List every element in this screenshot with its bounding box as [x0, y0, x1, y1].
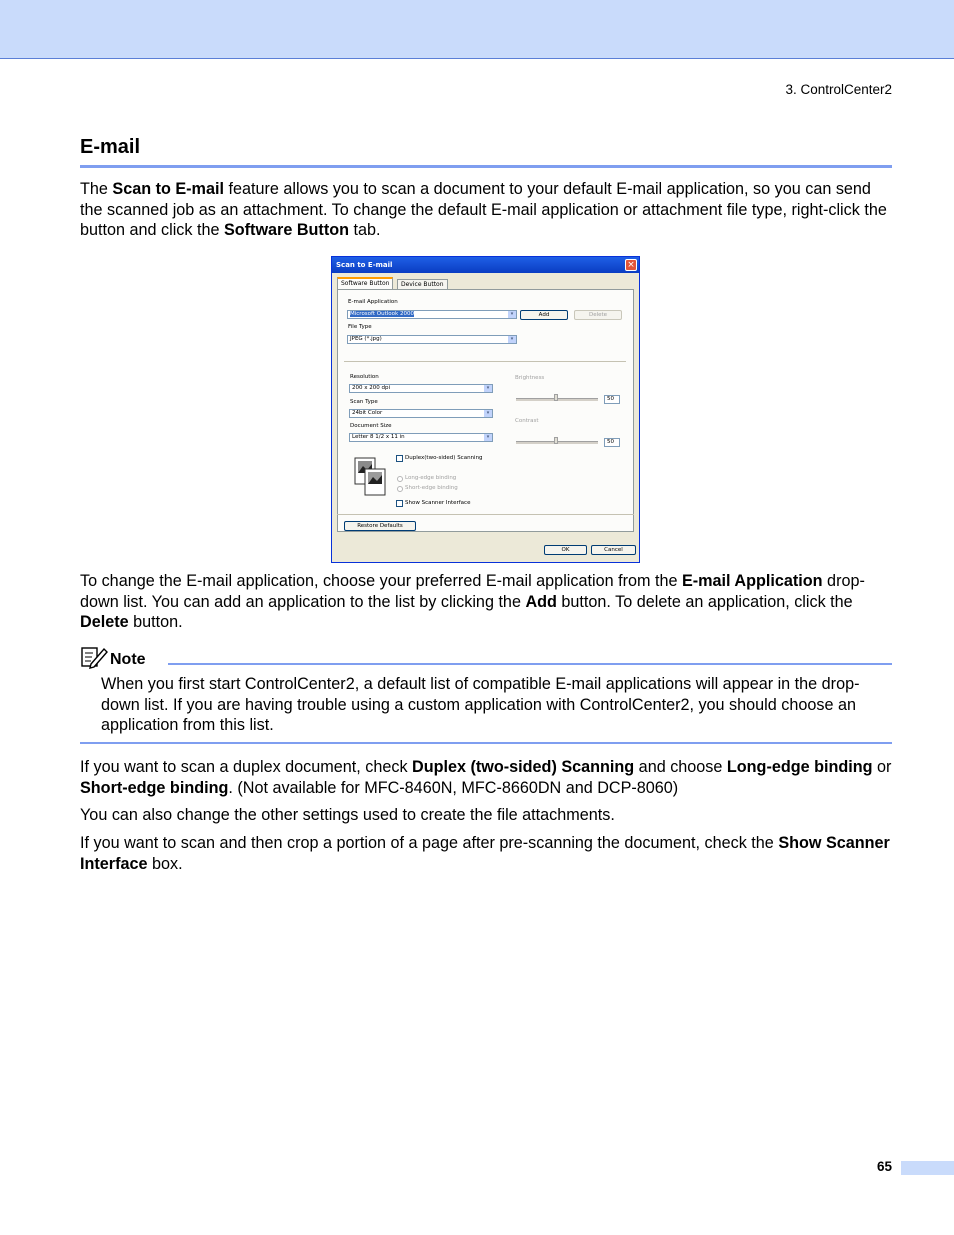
document-size-value: Letter 8 1/2 x 11 in: [352, 434, 405, 440]
document-size-select[interactable]: [349, 433, 493, 442]
email-app-label: E-mail Application: [348, 299, 398, 305]
show-scanner-label: Show Scanner Interface: [405, 500, 471, 506]
ok-button[interactable]: OK: [544, 545, 587, 555]
duplex-checkbox[interactable]: [396, 455, 403, 462]
tab-device-button[interactable]: Device Button: [397, 279, 448, 290]
note-text: When you first start ControlCenter2, a default list of compatible E-mail applications will appear in the drop-down list. If you are having trouble using a custom application with ControlCenter2, you should choose an application from this list.: [101, 675, 860, 735]
divider: [344, 361, 626, 362]
page-number-band: [901, 1161, 954, 1175]
resolution-select[interactable]: [349, 384, 493, 393]
show-scanner-checkbox[interactable]: [396, 500, 403, 507]
short-edge-radio[interactable]: [397, 486, 403, 492]
delete-button[interactable]: Delete: [574, 310, 622, 320]
close-icon[interactable]: ×: [625, 259, 637, 271]
note-pencil-icon: [80, 645, 108, 669]
other-settings-paragraph: You can also change the other settings used to create the file attachments.: [80, 806, 615, 824]
brightness-value[interactable]: 50: [604, 395, 620, 404]
chevron-down-icon: ▾: [484, 434, 492, 441]
long-edge-label: Long-edge binding: [405, 475, 457, 481]
dialog-title: Scan to E-mail: [332, 257, 639, 273]
file-type-select[interactable]: [347, 335, 517, 344]
contrast-label: Contrast: [515, 418, 539, 424]
page-number: 65: [876, 1159, 892, 1174]
note-rule-bottom: [80, 742, 892, 744]
duplex-label: Duplex(two-sided) Scanning: [405, 455, 483, 461]
crop-paragraph: If you want to scan and then crop a portion of a page after pre-scanning the document, check the Show Scanner Interface box.: [80, 834, 890, 873]
note-label: Note: [110, 651, 146, 668]
chapter-label: 3. ControlCenter2: [785, 82, 892, 97]
note-rule-top: [168, 663, 892, 665]
duplex-document-icon: [354, 457, 388, 497]
short-edge-label: Short-edge binding: [405, 485, 458, 491]
tab-software-button[interactable]: Software Button: [337, 277, 393, 291]
resolution-value: 200 x 200 dpi: [352, 385, 391, 391]
scan-type-value: 24bit Color: [352, 410, 383, 416]
cancel-button[interactable]: Cancel: [591, 545, 636, 555]
contrast-value[interactable]: 50: [604, 438, 620, 447]
section-title: E-mail: [80, 136, 141, 158]
resolution-label: Resolution: [350, 374, 379, 380]
title-rule: [80, 165, 892, 168]
scan-type-select[interactable]: [349, 409, 493, 418]
chevron-down-icon: ▾: [508, 336, 516, 343]
file-type-value: JPEG (*.jpg): [350, 336, 382, 342]
chevron-down-icon: ▾: [508, 311, 516, 318]
duplex-paragraph: If you want to scan a duplex document, check Duplex (two-sided) Scanning and choose Long-edge binding or Short-edge binding. (Not available for MFC-8460N, MFC-8660DN and DCP-8060): [80, 758, 892, 797]
intro-paragraph: The Scan to E-mail feature allows you to scan a document to your default E-mail application, so you can send the scanned job as an attachment. To change the default E-mail application or attachment file type, right-click the button and click the Software Button tab.: [80, 180, 887, 240]
long-edge-radio[interactable]: [397, 476, 403, 482]
contrast-slider-thumb[interactable]: [554, 437, 558, 444]
divider: [337, 514, 634, 515]
change-app-paragraph: To change the E-mail application, choose your preferred E-mail application from the E-mail Application drop-down list. You can add an application to the list by clicking the Add button. To delete an application, click the Delete button.: [80, 572, 865, 632]
email-app-select[interactable]: [347, 310, 517, 319]
brightness-slider-thumb[interactable]: [554, 394, 558, 401]
brightness-label: Brightness: [515, 375, 545, 381]
scan-to-email-dialog: [331, 256, 640, 563]
chevron-down-icon: ▾: [484, 410, 492, 417]
document-size-label: Document Size: [350, 423, 392, 429]
email-app-value: Microsoft Outlook 2000: [350, 311, 414, 317]
scan-type-label: Scan Type: [350, 399, 378, 405]
chevron-down-icon: ▾: [484, 385, 492, 392]
file-type-label: File Type: [348, 324, 372, 330]
restore-defaults-button[interactable]: Restore Defaults: [344, 521, 416, 531]
header-band: [0, 0, 954, 59]
add-button[interactable]: Add: [520, 310, 568, 320]
